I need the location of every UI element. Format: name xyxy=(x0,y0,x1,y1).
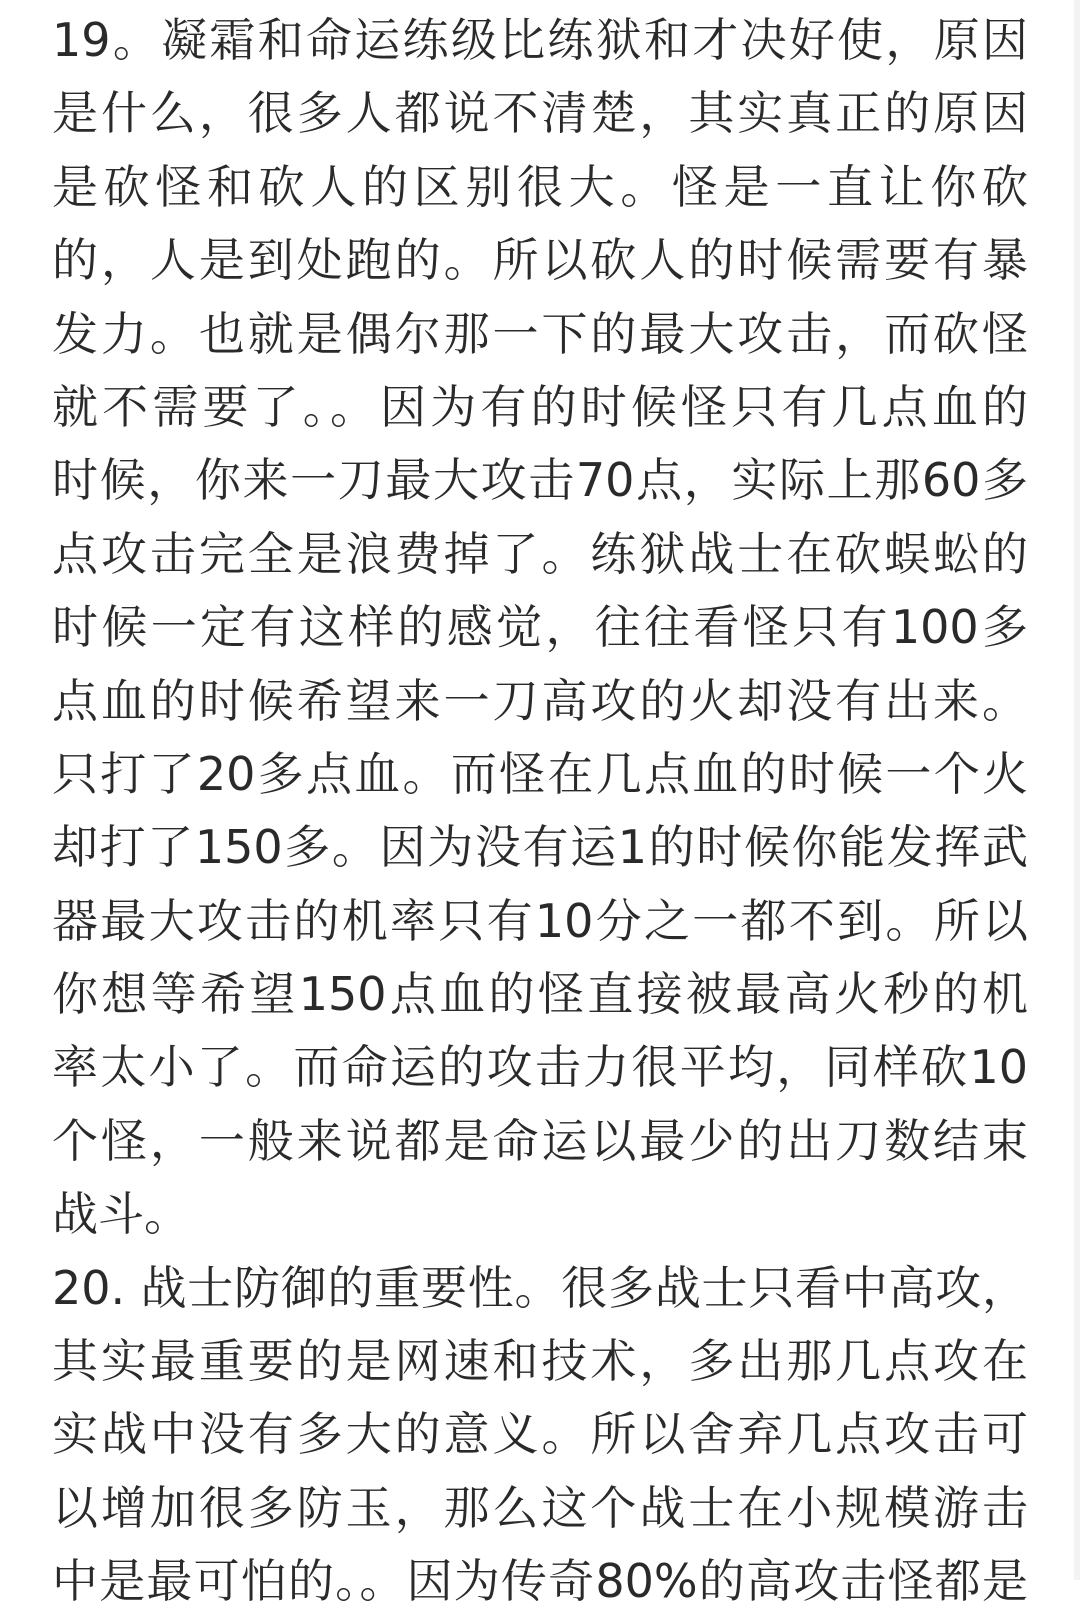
text-line: 是砍怪和砍人的区别很大。怪是一直让你砍 xyxy=(52,159,1028,214)
text-line: 却打了150多。因为没有运1的时候你能发挥武 xyxy=(52,820,1028,875)
text-line: 点攻击完全是浪费掉了。练狱战士在砍蜈蚣的 xyxy=(52,526,1028,581)
text-line: 19。凝霜和命运练级比练狱和才决好使，原因 xyxy=(52,13,1028,67)
article-body xyxy=(52,4,1028,1619)
text-line: 时候，你来一刀最大攻击70点，实际上那60多 xyxy=(52,453,1028,508)
text-line: 是什么，很多人都说不清楚，其实真正的原因 xyxy=(52,86,1028,141)
text-line: 以增加很多防玉，那么这个战士在小规模游击 xyxy=(52,1480,1028,1535)
text-line: 发力。也就是偶尔那一下的最大攻击，而砍怪 xyxy=(52,306,1028,361)
text-line: 你想等希望150点血的怪直接被最高火秒的机 xyxy=(52,967,1028,1022)
text-line: 其实最重要的是网速和技术，多出那几点攻在 xyxy=(52,1334,1028,1389)
text-line: 器最大攻击的机率只有10分之一都不到。所以 xyxy=(52,893,1028,948)
text-line: 只打了20多点血。而怪在几点血的时候一个火 xyxy=(52,746,1028,801)
text-line: 个怪，一般来说都是命运以最少的出刀数结束 xyxy=(52,1113,1028,1168)
text-line: 时候一定有这样的感觉，往往看怪只有100多 xyxy=(52,600,1028,655)
text-line: 战斗。 xyxy=(52,1187,190,1242)
text-line: 中是最可怕的。。因为传奇80%的高攻击怪都是 xyxy=(52,1554,1028,1609)
text-line: 的，人是到处跑的。所以砍人的时候需要有暴 xyxy=(52,233,1028,288)
text-line: 就不需要了。。因为有的时候怪只有几点血的 xyxy=(52,379,1028,434)
text-line: 率太小了。而命运的攻击力很平均，同样砍10 xyxy=(52,1040,1028,1095)
text-line: 实战中没有多大的意义。所以舍弃几点攻击可 xyxy=(52,1407,1028,1462)
text-line: 20. 战士防御的重要性。很多战士只看中高攻， xyxy=(52,1260,1028,1315)
scrollbar-track[interactable] xyxy=(1074,0,1080,1580)
text-line: 点血的时候希望来一刀高攻的火却没有出来。 xyxy=(52,673,1028,728)
